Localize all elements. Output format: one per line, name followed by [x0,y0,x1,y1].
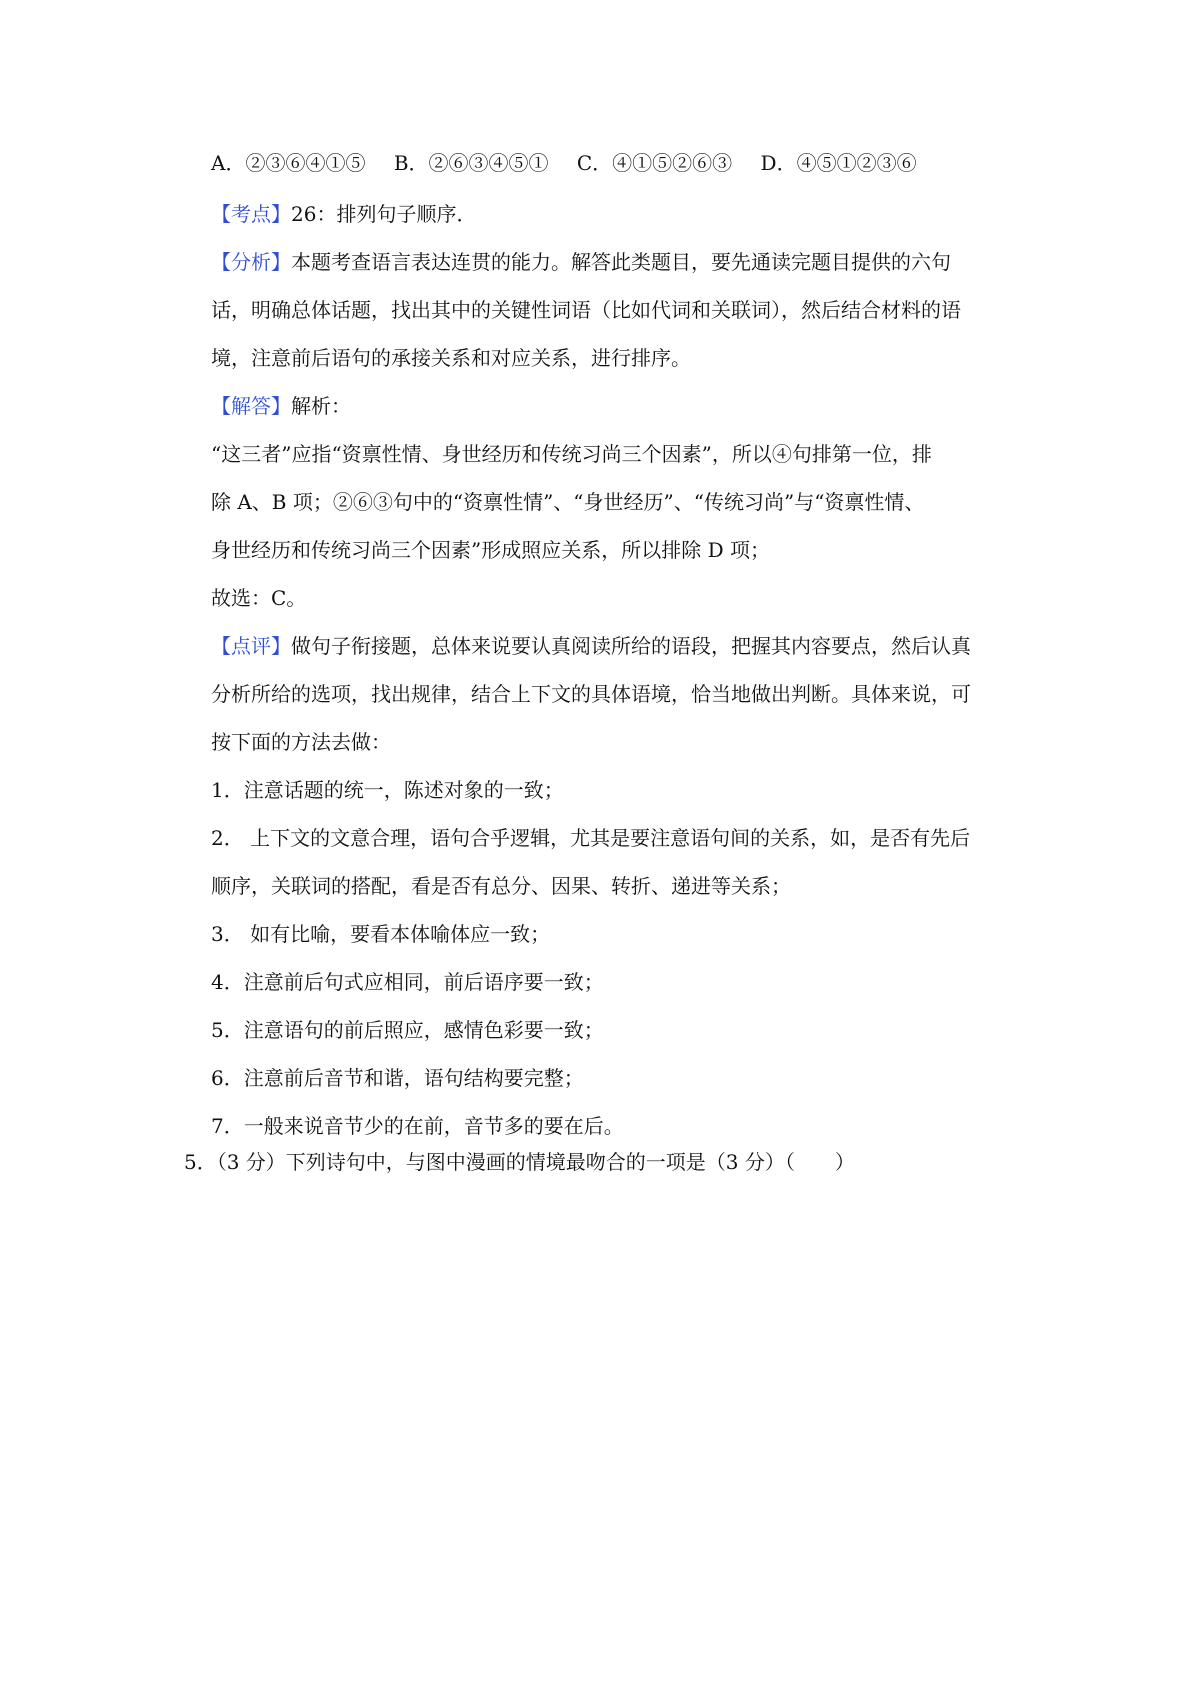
method-item: 5．注意语句的前后照应，感情色彩要一致； [211,1018,604,1042]
fenxi-section [211,238,1021,382]
fenxi-line1: 本题考查语言表达连贯的能力。解答此类题目，要先通读完题目提供的六句 [291,250,951,274]
method-item: 4．注意前后句式应相同，前后语序要一致； [211,970,604,994]
kaodian-section [211,190,1021,238]
option-b: B．②⑥③④⑤① [393,151,549,175]
jieda-section [211,382,1021,622]
option-c: C．④①⑤②⑥③ [576,151,733,175]
method-list [211,766,1031,1150]
fenxi-line2: 话，明确总体话题，找出其中的关键性词语（比如代词和关联词），然后结合材料的语 [211,298,961,322]
method-item: 6．注意前后音节和谐，语句结构要完整； [211,1066,584,1090]
fenxi-tag: 【分析】 [211,250,291,274]
dianping-tag: 【点评】 [211,634,291,658]
method-item: 2． 上下文的文意合理，语句合乎逻辑，尤其是要注意语句间的关系，如，是否有先后 [211,826,971,850]
jieda-line2: 除 A、B 项；②⑥③句中的“资禀性情”、“身世经历”、“传统习尚”与“资禀性情、 [211,490,925,514]
dianping-line3: 按下面的方法去做： [211,730,391,754]
question-5: 5．（3 分）下列诗句中，与图中漫画的情境最吻合的一项是（3 分）（ ） [184,1150,855,1174]
kaodian-tag: 【考点】 [211,202,291,226]
method-item: 1．注意话题的统一，陈述对象的一致； [211,778,564,802]
jieda-line1: “这三者”应指“资禀性情、身世经历和传统习尚三个因素”，所以④句排第一位，排 [211,442,932,466]
jieda-line3: 身世经历和传统习尚三个因素”形成照应关系，所以排除 D 项； [211,538,770,562]
kaodian-text: 26：排列句子顺序． [291,202,477,226]
method-item: 顺序，关联词的搭配，看是否有总分、因果、转折、递进等关系； [211,874,791,898]
dianping-line1: 做句子衔接题，总体来说要认真阅读所给的语段，把握其内容要点，然后认真 [291,634,971,658]
jieda-line4: 故选：C。 [211,586,307,610]
method-item: 7．一般来说音节少的在前，音节多的要在后。 [211,1114,624,1138]
fenxi-line3: 境，注意前后语句的承接关系和对应关系，进行排序。 [211,346,691,370]
answer-options [211,147,1031,176]
dianping-section [211,622,1021,766]
option-d: D．④⑤①②③⑥ [760,151,917,175]
method-item: 3． 如有比喻，要看本体喻体应一致； [211,922,551,946]
option-a: A．②③⑥④①⑤ [211,151,366,175]
jieda-text: 解析： [291,394,351,418]
jieda-tag: 【解答】 [211,394,291,418]
dianping-line2: 分析所给的选项，找出规律，结合上下文的具体语境，恰当地做出判断。具体来说，可 [211,682,971,706]
